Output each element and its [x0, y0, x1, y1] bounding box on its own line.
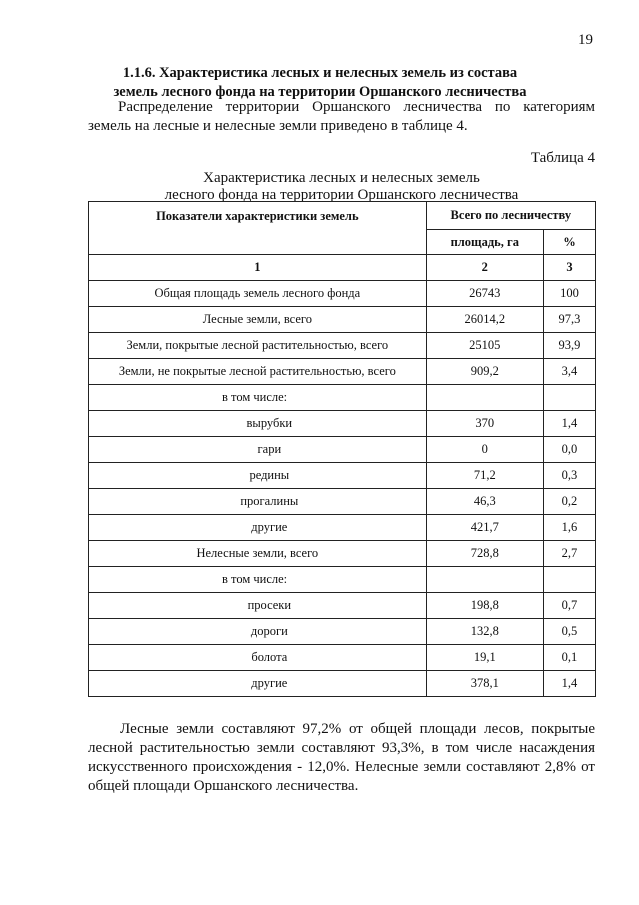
row-area: 25105 — [426, 333, 543, 359]
table-row — [89, 411, 596, 437]
row-area: 0 — [426, 437, 543, 463]
header-total: Всего по лесничеству — [426, 202, 595, 230]
row-label: другие — [89, 515, 427, 541]
table-row — [89, 515, 596, 541]
row-area: 370 — [426, 411, 543, 437]
page-number: 19 — [578, 32, 593, 48]
intro-text: Распределение территории Оршанского лесничества по категориям земель на лесные и нелесные земли приведено в таблице 4. — [88, 99, 595, 134]
row-percent: 1,6 — [543, 515, 595, 541]
row-label: другие — [89, 671, 427, 697]
row-area: 728,8 — [426, 541, 543, 567]
row-area: 198,8 — [426, 593, 543, 619]
row-percent: 97,3 — [543, 307, 595, 333]
row-percent: 2,7 — [543, 541, 595, 567]
row-percent — [543, 385, 595, 411]
row-label: Общая площадь земель лесного фонда — [89, 281, 427, 307]
row-area — [426, 567, 543, 593]
table-row — [89, 333, 596, 359]
row-percent: 0,7 — [543, 593, 595, 619]
row-area: 421,7 — [426, 515, 543, 541]
row-label: в том числе: — [89, 385, 427, 411]
header-indicator: Показатели характеристики земель — [89, 202, 427, 255]
row-label: прогалины — [89, 489, 427, 515]
row-percent: 0,1 — [543, 645, 595, 671]
row-area: 378,1 — [426, 671, 543, 697]
row-percent: 93,9 — [543, 333, 595, 359]
table-row — [89, 645, 596, 671]
table-caption — [88, 170, 595, 204]
table-row — [89, 567, 596, 593]
row-area: 26014,2 — [426, 307, 543, 333]
row-area: 71,2 — [426, 463, 543, 489]
row-label: дороги — [89, 619, 427, 645]
closing-paragraph: Лесные земли составляют 97,2% от общей площади лесов, покрытые лесной растительностью земли составляют 93,3%, в том числе насаждения искусственного происхождения - 12,0%. Нелесные земли составляют 2,8% от общей площади Оршанского лесничества. — [88, 721, 595, 794]
row-label: просеки — [89, 593, 427, 619]
row-area: 132,8 — [426, 619, 543, 645]
row-area — [426, 385, 543, 411]
row-percent: 1,4 — [543, 411, 595, 437]
table-row — [89, 463, 596, 489]
section-heading — [60, 64, 580, 102]
row-label: вырубки — [89, 411, 427, 437]
table-row — [89, 671, 596, 697]
row-label: редины — [89, 463, 427, 489]
table-row — [89, 307, 596, 333]
section-heading-line-2: земель лесного фонда на территории Оршанского лесничества — [113, 84, 527, 100]
table-row — [89, 593, 596, 619]
row-label: Лесные земли, всего — [89, 307, 427, 333]
row-percent: 1,4 — [543, 671, 595, 697]
row-percent: 0,0 — [543, 437, 595, 463]
table-row — [89, 619, 596, 645]
table-body — [89, 281, 596, 697]
table-row — [89, 359, 596, 385]
table-caption-line-1: Характеристика лесных и нелесных земель — [203, 170, 480, 186]
row-percent — [543, 567, 595, 593]
table-row — [89, 437, 596, 463]
section-heading-line-1: 1.1.6. Характеристика лесных и нелесных земель из состава — [122, 65, 518, 81]
row-percent: 3,4 — [543, 359, 595, 385]
table-row — [89, 385, 596, 411]
header-percent: % — [543, 230, 595, 255]
table-label: Таблица 4 — [530, 150, 595, 166]
row-percent: 0,5 — [543, 619, 595, 645]
row-percent: 0,2 — [543, 489, 595, 515]
intro-paragraph — [88, 98, 595, 136]
row-area: 19,1 — [426, 645, 543, 671]
row-percent: 100 — [543, 281, 595, 307]
row-area: 46,3 — [426, 489, 543, 515]
table-caption-line-2: лесного фонда на территории Оршанского лесничества — [164, 187, 519, 203]
row-label: гари — [89, 437, 427, 463]
row-area: 909,2 — [426, 359, 543, 385]
table-row — [89, 541, 596, 567]
row-label: Земли, покрытые лесной растительностью, всего — [89, 333, 427, 359]
row-area: 26743 — [426, 281, 543, 307]
row-label: болота — [89, 645, 427, 671]
table-row — [89, 489, 596, 515]
row-label: в том числе: — [89, 567, 427, 593]
row-percent: 0,3 — [543, 463, 595, 489]
table-row — [89, 281, 596, 307]
land-characteristics-table — [88, 201, 596, 697]
row-label: Нелесные земли, всего — [89, 541, 427, 567]
row-label: Земли, не покрытые лесной растительностью, всего — [89, 359, 427, 385]
column-number-3: 3 — [543, 255, 595, 281]
column-number-2: 2 — [426, 255, 543, 281]
header-area: площадь, га — [426, 230, 543, 255]
column-number-1: 1 — [89, 255, 427, 281]
